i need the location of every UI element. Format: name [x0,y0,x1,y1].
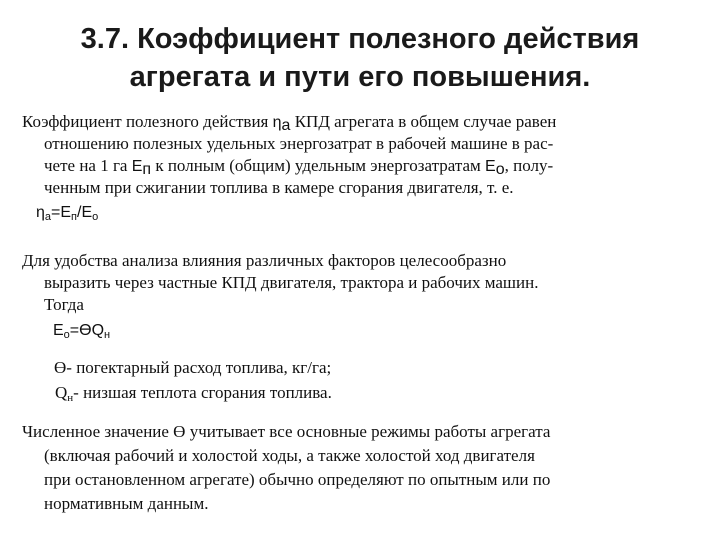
text-run: - низшая теплота сгорания топлива. [73,383,332,402]
title-line-1: 3.7. Коэффициент полезного действия [80,23,640,55]
energy-symbol: E [53,322,64,339]
subscript: а [281,117,291,134]
subscript: п [142,161,152,178]
subscript: о [92,211,99,223]
subscript: о [63,329,70,341]
paragraph2-line3: Тогда [44,295,84,314]
q-symbol: Q [55,383,68,402]
slide-title [0,20,720,96]
eta-symbol: η [272,114,282,131]
definition-theta: Ө- погектарный расход топлива, кг/га; [54,358,332,377]
paragraph1-line3 [44,154,553,177]
paragraph2-line2: выразить через частные КПД двигателя, трактора и рабочих машин. [44,273,539,292]
subscript: о [495,161,505,178]
formula-part: /E [77,204,93,221]
definition-q [55,381,332,404]
eta-symbol: η [36,204,45,221]
paragraph3-line4: нормативным данным. [44,494,209,513]
paragraph1-line2: отношению полезных удельных энергозатрат в рабочей машине в рас- [44,134,554,153]
energy-symbol: E [485,158,496,175]
paragraph3-line1: Численное значение Ө учитывает все основные режимы работы агрегата [22,422,551,441]
energy-symbol: E [131,158,143,175]
text-run: чете на 1 га [44,156,132,175]
text-run: Коэффициент полезного действия [22,112,273,131]
subscript: н [67,392,74,404]
paragraph1-line4: ченным при сжигании топлива в камере сгорания двигателя, т. е. [44,178,514,197]
formula-efficiency [36,201,98,224]
text-run: к полным (общим) удельным энергозатратам [151,156,486,175]
subscript: п [71,211,78,223]
formula-energy [53,319,110,342]
title-line-2: агрегата и пути его повышения. [129,61,591,93]
subscript: н [104,329,111,341]
paragraph2-line1: Для удобства анализа влияния различных факторов целесообразно [22,251,507,270]
text-run: , полу- [504,156,554,175]
paragraph1-line1 [22,110,556,133]
formula-part: =ӨQ [69,322,105,339]
paragraph3-line3: при остановленном агрегате) обычно определяют по опытным или по [44,470,551,489]
formula-part: =E [51,204,72,221]
text-run: КПД агрегата в общем случае равен [290,112,557,131]
subscript: а [44,211,52,223]
paragraph3-line2: (включая рабочий и холостой ходы, а также холостой ход двигателя [44,446,535,465]
